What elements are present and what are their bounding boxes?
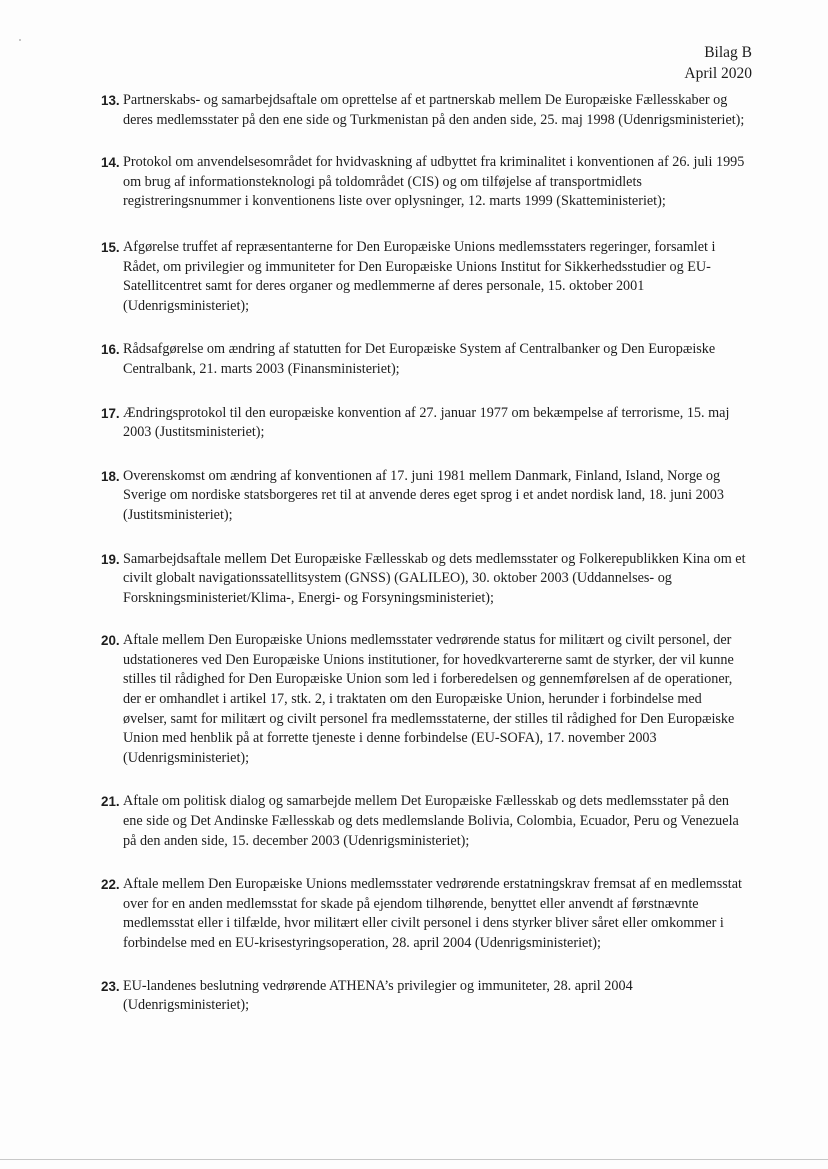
list-item <box>101 550 749 609</box>
date-label: April 2020 <box>684 65 752 82</box>
item-number: 23. <box>101 978 120 994</box>
item-text: Partnerskabs- og samarbejdsaftale om oprettelse af et partnerskab mellem De Europæiske Fællesskaber og deres medlemsstater på den ene side og Turkmenistan på den anden side, 25. maj 1998 (Udenrigsministeriet); <box>123 92 745 128</box>
item-number: 17. <box>101 405 120 421</box>
item-text: Aftale om politisk dialog og samarbejde mellem Det Europæiske Fællesskab og dets medlemsstater på den ene side og Det Andinske Fællesskab og dets medlemslande Bolivia, Colombia, Ecuador, Peru og Venezuela på den anden side, 15. december 2003 (Udenrigsministeriet); <box>123 793 739 849</box>
item-text: Samarbejdsaftale mellem Det Europæiske Fællesskab og dets medlemsstater og Folkerepublikken Kina om et civilt globalt navigationssatellitsystem (GNSS) (GALILEO), 30. oktober 2003 (Uddannelses- og Forskningsministeriet/Klima-, Energi- og Forsyningsministeriet); <box>123 550 746 606</box>
item-number: 13. <box>101 93 120 108</box>
item-text: Protokol om anvendelsesområdet for hvidvaskning af udbyttet fra kriminalitet i konventionen af 26. juli 1995 om brug af informationsteknologi på toldområdet (CIS) og om tilføjelse af transportmidlets registreringsnummer i konventionens liste over oplysninger, 12. marts 1999 (Skatteministeriet); <box>123 154 745 210</box>
item-number: 20. <box>101 633 120 649</box>
item-text: Overenskomst om ændring af konventionen af 17. juni 1981 mellem Danmark, Finland, Island, Norge og Sverige om nordiske statsborgeres ret til at anvende deres eget sprog i et andet nordisk land, 18. juni 2003 (Justitsministeriet); <box>123 467 724 523</box>
appendix-label: Bilag B <box>704 44 752 61</box>
item-number: 19. <box>101 551 120 567</box>
list-item <box>101 404 749 443</box>
list-item <box>101 91 749 130</box>
list-item <box>101 977 749 1016</box>
item-text: Aftale mellem Den Europæiske Unions medlemsstater vedrørende erstatningskrav fremsat af en medlemsstat over for en anden medlemsstat for skade på ejendom tilhørende, benyttet eller anvendt af førstnævnte medlemsstat eller i tilfælde, hvor militært eller civilt personel i dens styrker bliver såret eller omkommer i forbindelse med en EU-krisestyringsoperation, 28. april 2004 (Udenrigsministeriet); <box>123 876 742 951</box>
list-item <box>101 238 749 316</box>
item-text: Afgørelse truffet af repræsentanterne for Den Europæiske Unions medlemsstaters regeringer, forsamlet i Rådet, om privilegier og immuniteter for Den Europæiske Unions Institut for Sikkerhedsstudier og EU-Satellitcentret samt for deres organer og medlemmerne af deres personale, 15. oktober 2001 (Udenrigsministeriet); <box>123 238 716 314</box>
item-text: Ændringsprotokol til den europæiske konvention af 27. januar 1977 om bekæmpelse af terrorisme, 15. maj 2003 (Justitsministeriet); <box>123 404 730 441</box>
numbered-list <box>101 91 749 1016</box>
item-number: 18. <box>101 468 120 484</box>
list-item <box>101 153 749 212</box>
item-number: 21. <box>101 794 120 810</box>
item-number: 14. <box>101 155 120 171</box>
list-item <box>101 631 749 768</box>
item-number: 15. <box>101 239 120 255</box>
list-item <box>101 792 749 851</box>
item-number: 16. <box>101 342 120 358</box>
scan-edge-line <box>0 1159 828 1160</box>
item-text: EU-landenes beslutning vedrørende ATHENA’s privilegier og immuniteter, 28. april 2004 (Udenrigsministeriet); <box>123 977 633 1014</box>
item-number: 22. <box>101 877 120 893</box>
scan-speck <box>19 39 21 41</box>
list-item <box>101 340 749 379</box>
page-header <box>684 42 752 84</box>
item-text: Aftale mellem Den Europæiske Unions medlemsstater vedrørende status for militært og civilt personel, der udstationeres ved Den Europæiske Unions institutioner, for hovedkvartererne samt de styrker, der vil kunne stilles til rådighed for Den Europæiske Union som led i forberedelsen og gennemførelsen af de operationer, der er omhandlet i artikel 17, stk. 2, i traktaten om den Europæiske Union, herunder i forbindelse med øvelser, samt for militært og civilt personel fra medlemsstaterne, der stilles til rådighed for Den Europæiske Union med henblik på at forrette tjeneste i denne forbindelse (EU-SOFA), 17. november 2003 (Udenrigsministeriet); <box>123 632 735 766</box>
list-item <box>101 875 749 953</box>
list-item <box>101 467 749 526</box>
item-text: Rådsafgørelse om ændring af statutten for Det Europæiske System af Centralbanker og Den Europæiske Centralbank, 21. marts 2003 (Finansministeriet); <box>123 341 716 377</box>
